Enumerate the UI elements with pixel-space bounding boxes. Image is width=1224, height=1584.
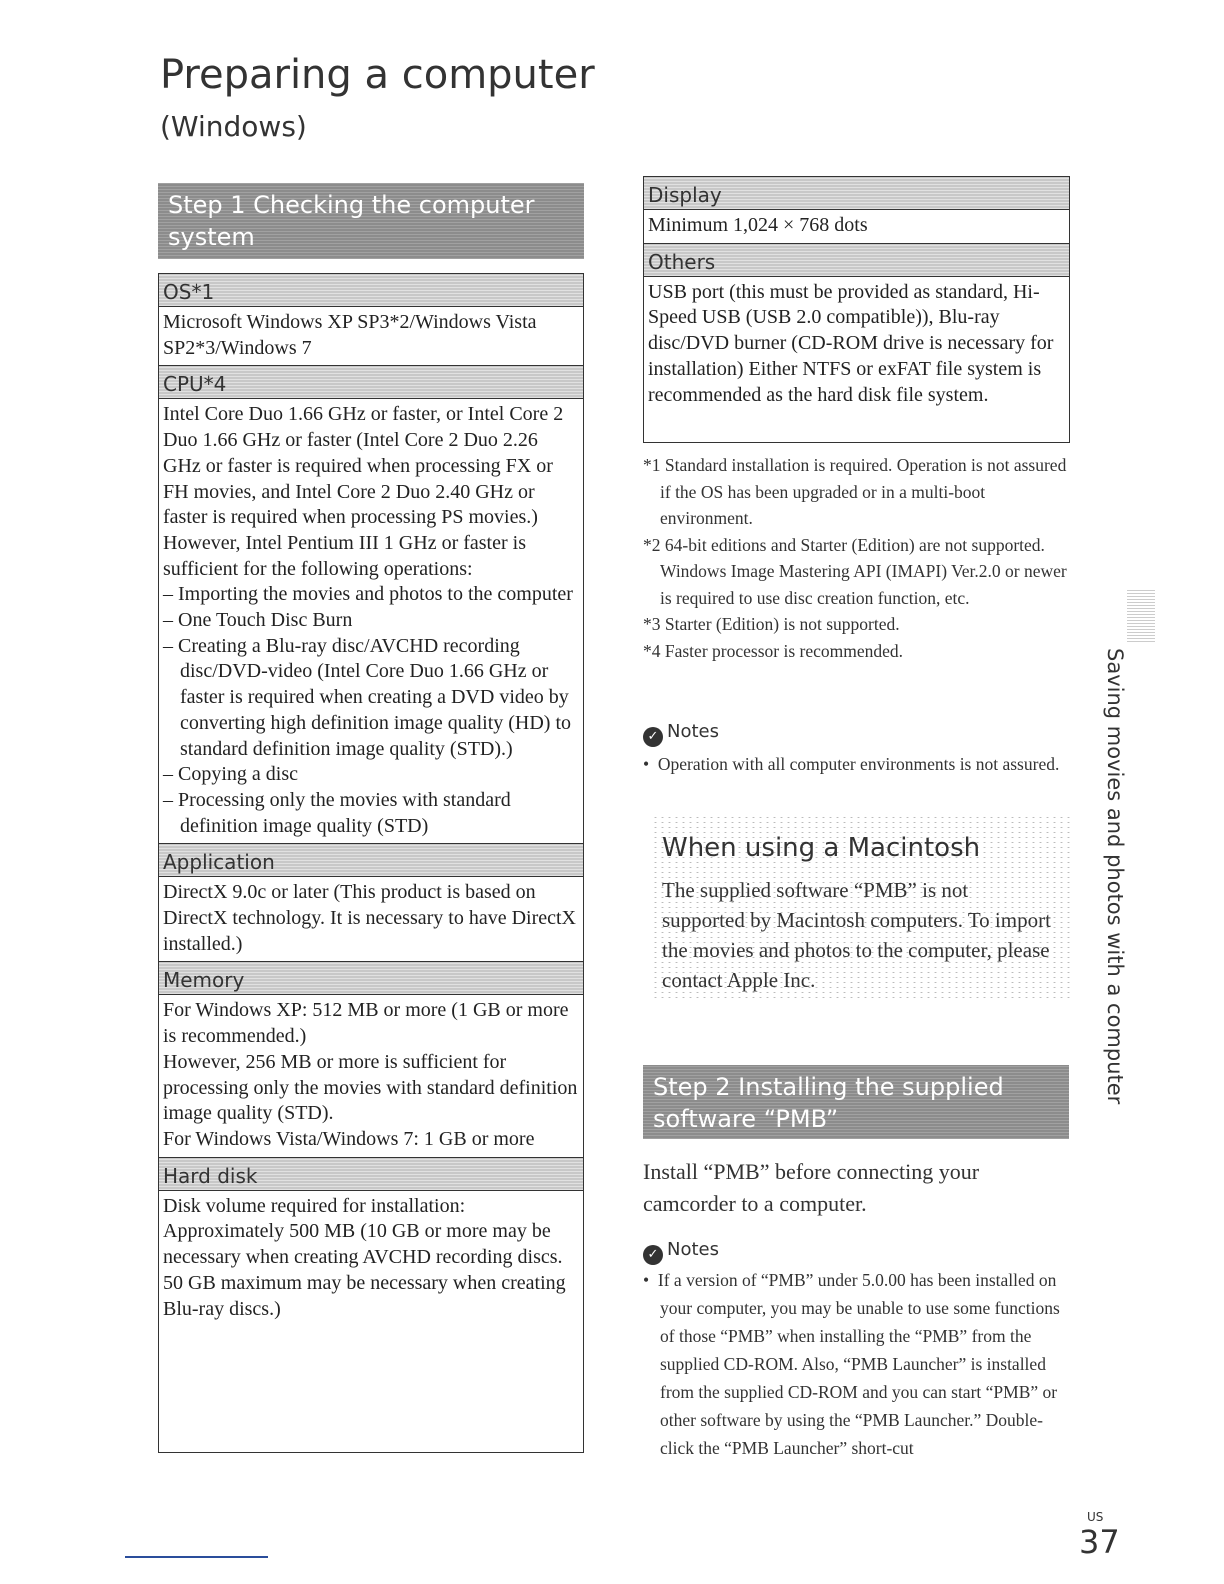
- page-title: Preparing a computer: [160, 52, 595, 98]
- notes-list: [643, 750, 1063, 778]
- notes-heading-label: Notes: [667, 1239, 719, 1260]
- macintosh-heading: When using a Macintosh: [662, 833, 981, 863]
- cpu-operations-list: [163, 582, 579, 839]
- hard-disk-heading: Hard disk: [159, 1158, 583, 1191]
- memory-line: For Windows Vista/Windows 7: 1 GB or more: [163, 1127, 535, 1150]
- hard-disk-body: Disk volume required for installation: Approximately 500 MB (10 GB or more may be necessary when creating AVCHD recording discs. 50 GB maximum may be necessary when creating Blu-ray discs.): [163, 1194, 566, 1320]
- page-subtitle: (Windows): [160, 110, 307, 143]
- memory-line: For Windows XP: 512 MB or more (1 GB or more is recommended.): [163, 999, 569, 1048]
- application-heading: Application: [159, 844, 583, 877]
- section-label: Saving movies and photos with a computer: [1103, 648, 1127, 1105]
- cpu-text: Intel Core Duo 1.66 GHz or faster, or Intel Core 2 Duo 1.66 GHz or faster (Intel Core 2 Duo 2.26 GHz or faster is required when processing FX or FH movies, and Intel Core 2 Duo 2.40 GHz or faster is required when processing PS movies.): [163, 403, 564, 529]
- cpu-heading: CPU*4: [159, 366, 583, 399]
- requirements-table-right: [643, 176, 1070, 443]
- step1-banner: Step 1 Checking the computer system: [158, 183, 584, 259]
- os-heading: OS*1: [159, 274, 583, 307]
- list-item: – Processing only the movies with standard definition image quality (STD): [163, 788, 579, 839]
- footnote: *1 Standard installation is required. Operation is not assured if the OS has been upgraded or in a multi-boot environment.: [643, 455, 1067, 528]
- display-body: Minimum 1,024 × 768 dots: [644, 210, 1069, 244]
- memory-body: [159, 995, 583, 1157]
- step2-banner: Step 2 Installing the supplied software “PMB”: [643, 1065, 1069, 1139]
- others-body: USB port (this must be provided as standard, Hi-Speed USB (USB 2.0 compatible)), Blu-ray disc/DVD burner (CD-ROM drive is necessary for installation) Either NTFS or exFAT file system is recommended as the hard disk file system.: [648, 280, 1054, 406]
- section-tab-marker: [1127, 590, 1155, 642]
- list-item: – Copying a disc: [163, 762, 579, 788]
- cpu-body: [159, 399, 583, 844]
- footnotes: [643, 452, 1073, 664]
- memory-line: However, 256 MB or more is sufficient for processing only the movies with standard definition image quality (STD).: [163, 1050, 578, 1125]
- memory-heading: Memory: [159, 962, 583, 995]
- notes-heading-label: Notes: [667, 721, 719, 742]
- display-heading: Display: [644, 177, 1069, 210]
- install-instruction: Install “PMB” before connecting your camcorder to a computer.: [643, 1159, 980, 1216]
- list-item: – Importing the movies and photos to the computer: [163, 582, 579, 608]
- os-body: Microsoft Windows XP SP3*2/Windows Vista SP2*3/Windows 7: [159, 307, 583, 366]
- page-language: US: [1087, 1510, 1104, 1524]
- list-item: • If a version of “PMB” under 5.0.00 has been installed on your computer, you may be unable to use some functions of those “PMB” when installing the “PMB” from the supplied CD-ROM. Also, “PMB Launcher” is installed from the supplied CD-ROM and you can start “PMB” or other software by using the “PMB Launcher.” Double-click the “PMB Launcher” short-cut: [643, 1266, 1073, 1462]
- footnote: *2 64-bit editions and Starter (Edition) are not supported. Windows Image Mastering API (IMAPI) Ver.2.0 or newer is required to use disc creation function, etc.: [643, 534, 1067, 608]
- cpu-however: However, Intel Pentium III 1 GHz or faster is sufficient for the following operations:: [163, 531, 526, 580]
- footnote: *4 Faster processor is recommended.: [643, 640, 903, 661]
- footnote: *3 Starter (Edition) is not supported.: [643, 614, 900, 634]
- list-item: • Operation with all computer environments is not assured.: [643, 750, 1063, 778]
- notes-icon: ✓: [643, 1245, 663, 1265]
- page-number: 37: [1079, 1523, 1120, 1561]
- notes-icon: ✓: [643, 727, 663, 747]
- others-heading: Others: [644, 244, 1069, 277]
- notes-list: [643, 1266, 1073, 1494]
- notes-heading: [643, 1239, 719, 1265]
- notes-heading: [643, 721, 719, 747]
- requirements-table: [158, 273, 584, 1453]
- list-item: – Creating a Blu-ray disc/AVCHD recording disc/DVD-video (Intel Core Duo 1.66 GHz or faster is required when creating a DVD video by converting high definition image quality (HD) to standard definition image quality (STD).): [163, 634, 579, 763]
- list-item: – One Touch Disc Burn: [163, 608, 579, 634]
- macintosh-box: [652, 815, 1070, 1000]
- macintosh-text: The supplied software “PMB” is not supported by Macintosh computers. To import the movies and photos to the computer, please contact Apple Inc.: [662, 878, 1051, 992]
- bottom-rule: [125, 1556, 268, 1558]
- application-body: DirectX 9.0c or later (This product is based on DirectX technology. It is necessary to have DirectX installed.): [159, 877, 583, 962]
